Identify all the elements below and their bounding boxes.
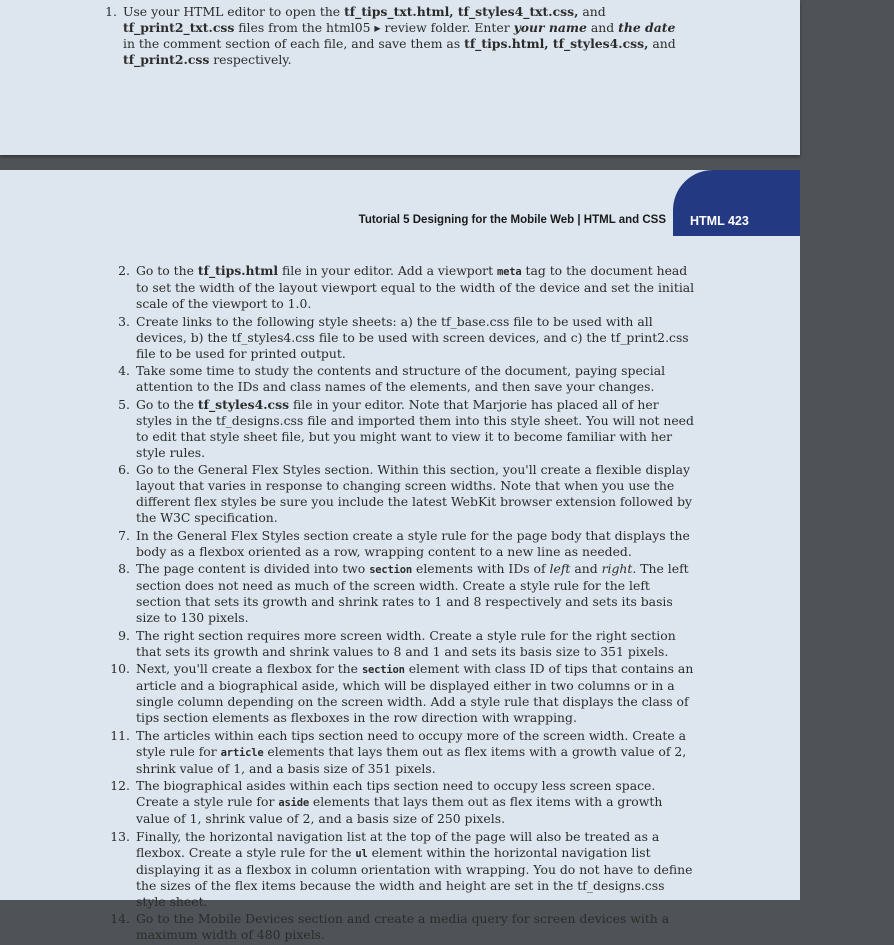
step-number: 6. xyxy=(118,462,130,477)
filename-text: tf_print2_txt.css xyxy=(123,20,235,35)
step-number: 13. xyxy=(110,828,130,844)
step-number: 11. xyxy=(110,727,130,743)
step-text: Go to the xyxy=(136,396,198,412)
step-number: 5. xyxy=(118,396,130,412)
step-text: files from the html05 ▸ review folder. Enter xyxy=(234,20,514,35)
filename-text: tf_styles4.css xyxy=(197,396,290,412)
step-item xyxy=(110,727,696,777)
step-text: Finally, the horizontal navigation list at the top of the page will also be treated as a flexbox. Create a style rule for the xyxy=(136,828,660,860)
italic-text: right xyxy=(601,561,633,576)
previous-page xyxy=(0,0,800,155)
step-text: and xyxy=(578,4,606,19)
emphasis-text: your name xyxy=(513,20,587,35)
page-html-423 xyxy=(0,170,800,942)
italic-text: left xyxy=(549,561,571,576)
filename-text: tf_tips.html xyxy=(197,263,279,278)
step-text: Take some time to study the contents and structure of the document, paying special attention to the IDs and class names of the elements, and then save your changes. xyxy=(136,363,666,394)
step-list-top xyxy=(105,4,683,70)
step-text: elements with IDs of xyxy=(412,561,550,576)
step-item xyxy=(118,561,696,626)
code-keyword: aside xyxy=(278,797,309,809)
step-item xyxy=(110,911,696,943)
step-item xyxy=(105,4,683,68)
step-text: Create links to the following style sheets: a) the tf_base.css file to be used with all devices, b) the tf_styles4.css file to be used with screen devices, and c) the tf_print2.css file to be used for printed output. xyxy=(136,313,689,361)
step-text: The page content is divided into two xyxy=(136,561,370,576)
page-number-label: HTML 423 xyxy=(690,214,749,228)
step-number: 4. xyxy=(118,363,130,378)
step-text: and xyxy=(586,20,619,35)
step-text: The articles within each tips section need to occupy more of the screen width. Create a style rule for xyxy=(136,727,687,759)
code-keyword: section xyxy=(361,664,405,676)
code-keyword: section xyxy=(369,564,413,576)
step-text: file in your editor. Note that Marjorie has placed all of her styles in the tf_designs.css file and imported them into this style sheet. You will not need to edit that style sheet file, but you might want to view it to become familiar with her style rules. xyxy=(136,396,694,460)
step-number: 10. xyxy=(110,661,130,676)
step-text: and xyxy=(648,36,676,51)
step-text: elements that lays them out as flex items with a growth value of 2, shrink value of 1, and a basis size of 351 pixels. xyxy=(136,743,687,776)
running-head: Tutorial 5 Designing for the Mobile Web | HTML and CSS xyxy=(358,214,666,226)
filename-text: tf_print2.css xyxy=(123,52,210,67)
step-item xyxy=(118,313,696,362)
step-text: respectively. xyxy=(209,52,292,67)
step-number: 9. xyxy=(118,627,130,643)
step-text: In the General Flex Styles section create a style rule for the page body that displays the body as a flexbox oriented as a row, wrapping content to a new line as needed. xyxy=(136,527,690,559)
step-item xyxy=(118,627,696,660)
step-text: Go to the Mobile Devices section and create a media query for screen devices with a maximum width of 480 pixels. xyxy=(136,911,670,942)
filename-text: tf_tips_txt.html, tf_styles4_txt.css, xyxy=(344,4,579,19)
step-list-main xyxy=(110,263,696,945)
step-item xyxy=(118,462,696,526)
step-item xyxy=(118,263,696,312)
code-keyword: ul xyxy=(355,847,368,860)
step-text: Use your HTML editor to open the xyxy=(123,4,345,19)
step-item xyxy=(118,396,696,461)
step-number: 12. xyxy=(110,778,130,793)
step-text: The biographical asides within each tips section need to occupy less screen space. Create a style rule for xyxy=(136,778,656,809)
step-text: Go to the General Flex Styles section. Within this section, you'll create a flexible display layout that varies in response to changing screen widths. Note that when you use the different flex styles be sure you include the latest WebKit browser extension followed by the W3C specification. xyxy=(136,462,693,525)
step-text: and xyxy=(570,561,602,576)
step-text: tag to the document head to set the width of the layout viewport equal to the width of the device and set the initial scale of the viewport to 1.0. xyxy=(136,263,695,311)
step-number: 3. xyxy=(118,313,130,329)
step-item xyxy=(118,363,696,395)
step-number: 8. xyxy=(118,561,130,576)
step-item xyxy=(110,828,696,910)
step-item xyxy=(118,527,696,560)
code-keyword: meta xyxy=(497,266,522,278)
step-text: element with class ID of tips that contains an article and a biographical aside, which will be displayed either in two columns or in a single column depending on the screen width. Add a style rule that displays the class of tips section elements as flexboxes in the row direction with wrapping. xyxy=(136,661,694,725)
step-text: in the comment section of each file, and save them as xyxy=(123,36,465,51)
step-item xyxy=(110,778,696,827)
step-text: The right section requires more screen width. Create a style rule for the right section that sets its growth and shrink values to 8 and 1 and sets its basis size to 351 pixels. xyxy=(136,627,676,659)
step-text: elements that lays them out as flex items with a growth value of 1, shrink value of 2, and a basis size of 250 pixels. xyxy=(136,794,663,826)
step-item xyxy=(110,661,696,726)
step-text: . The left section does not need as much of the screen width. Create a style rule for the left section that sets its growth and shrink rates to 1 and 8 respectively and sets its basis size to 130 pixels. xyxy=(136,561,689,625)
step-number: 2. xyxy=(118,263,130,278)
step-number: 7. xyxy=(118,527,130,543)
step-text: Next, you'll create a flexbox for the xyxy=(136,661,362,676)
step-text: Go to the xyxy=(136,263,198,278)
filename-text: tf_tips.html, tf_styles4.css, xyxy=(464,36,649,51)
step-text: element within the horizontal navigation list displaying it as a flexbox in column orientation with wrapping. You do not have to define the sizes of the flex items because the width and height are set in the tf_designs.css style sheet. xyxy=(136,844,693,909)
code-keyword: article xyxy=(220,746,264,759)
step-number: 1. xyxy=(105,4,117,19)
emphasis-text: the date xyxy=(618,20,676,35)
step-text: file in your editor. Add a viewport xyxy=(278,263,498,278)
step-number: 14. xyxy=(110,911,130,926)
